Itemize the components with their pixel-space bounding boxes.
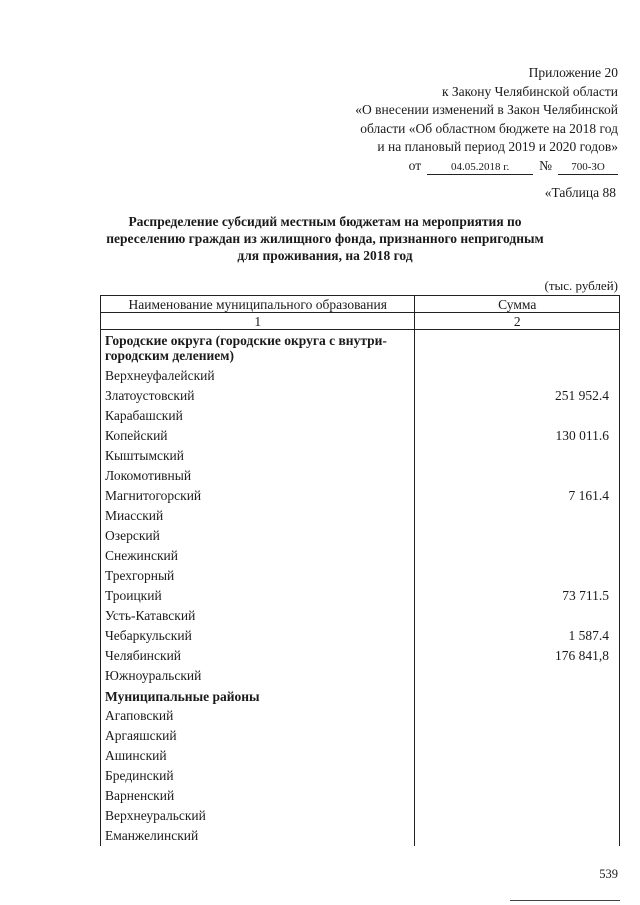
subsidy-sum: [415, 446, 620, 466]
table-row: [101, 726, 620, 746]
table-row: [101, 646, 620, 666]
municipality-name: Карабашский: [101, 406, 415, 426]
table-label: «Таблица 88: [544, 185, 616, 200]
municipality-name: Трехгорный: [101, 566, 415, 586]
table-colnum-row: [101, 313, 620, 330]
municipality-name: Копейский: [101, 426, 415, 446]
subsidy-table: [100, 295, 620, 846]
table-row: [101, 826, 620, 846]
subsidy-sum: [415, 806, 620, 826]
table-row: [101, 806, 620, 826]
table-row: [101, 666, 620, 686]
subsidy-sum: 251 952.4: [415, 386, 620, 406]
page-number: 539: [599, 867, 618, 881]
annex-line: к Закону Челябинской области: [441, 83, 618, 99]
units-label: (тыс. рублей): [544, 278, 618, 293]
municipality-name: Магнитогорский: [101, 486, 415, 506]
municipality-name: Озерский: [101, 526, 415, 546]
subsidy-sum: [415, 546, 620, 566]
table-row: [101, 466, 620, 486]
municipality-name: Златоустовский: [101, 386, 415, 406]
municipality-name: Усть-Катавский: [101, 606, 415, 626]
municipality-name: Аргаяшский: [101, 726, 415, 746]
subsidy-sum: [415, 566, 620, 586]
municipality-name: Варненский: [101, 786, 415, 806]
column-header-name: Наименование муниципального образования: [101, 296, 415, 313]
municipality-name: Троицкий: [101, 586, 415, 606]
table-row: [101, 626, 620, 646]
municipality-name: Челябинский: [101, 646, 415, 666]
subsidy-sum: [415, 330, 620, 367]
column-number-1: 1: [101, 313, 415, 330]
table-row: [101, 586, 620, 606]
table-row: [101, 506, 620, 526]
subsidy-sum: [415, 466, 620, 486]
annex-line: области «Об областном бюджете на 2018 год: [360, 120, 618, 136]
annex-line: и на плановый период 2019 и 2020 годов»: [377, 139, 618, 154]
footer-rule: [510, 900, 620, 901]
table-row: [101, 486, 620, 506]
table-row: [101, 786, 620, 806]
subsidy-sum: 176 841,8: [415, 646, 620, 666]
annex-line: «О внесении изменений в Закон Челябинской: [355, 102, 618, 117]
law-date-number: [355, 157, 618, 176]
table-group-row: [101, 686, 620, 706]
municipality-name: Агаповский: [101, 706, 415, 726]
table-row: [101, 526, 620, 546]
subsidy-sum: 73 711.5: [415, 586, 620, 606]
subsidy-sum: [415, 526, 620, 546]
from-label: от: [408, 157, 422, 173]
municipality-name: Южноуральский: [101, 666, 415, 686]
subsidy-sum: 7 161.4: [415, 486, 620, 506]
municipality-name: Кыштымский: [101, 446, 415, 466]
municipality-name: Локомотивный: [101, 466, 415, 486]
municipality-name: Брединский: [101, 766, 415, 786]
subsidy-sum: [415, 706, 620, 726]
subsidy-sum: [415, 366, 620, 386]
table-row: [101, 566, 620, 586]
table-row: [101, 446, 620, 466]
subsidy-sum: [415, 686, 620, 706]
table-header-row: [101, 296, 620, 313]
table-group-row: [101, 330, 620, 367]
table-row: [101, 426, 620, 446]
subsidy-sum: [415, 606, 620, 626]
subsidy-sum: [415, 406, 620, 426]
annex-header: [355, 64, 618, 175]
table-row: [101, 746, 620, 766]
table-row: [101, 386, 620, 406]
annex-line: Приложение 20: [528, 65, 618, 80]
document-title: Распределение субсидий местным бюджетам на мероприятия по переселению граждан из жилищного фонда, признанного непригодным для проживания, на 2018 год: [106, 214, 544, 263]
law-date: 04.05.2018 г.: [427, 160, 533, 175]
law-number: 700-ЗО: [558, 160, 618, 175]
subsidy-sum: 1 587.4: [415, 626, 620, 646]
table-row: [101, 706, 620, 726]
municipality-name: Снежинский: [101, 546, 415, 566]
subsidy-sum: [415, 726, 620, 746]
table-row: [101, 766, 620, 786]
municipality-name: Городские округа (городские округа с внутри-городским делением): [101, 330, 415, 367]
table-row: [101, 406, 620, 426]
municipality-name: Верхнеуральский: [101, 806, 415, 826]
subsidy-sum: [415, 826, 620, 846]
municipality-name: Верхнеуфалейский: [101, 366, 415, 386]
column-number-2: 2: [415, 313, 620, 330]
subsidy-sum: 130 011.6: [415, 426, 620, 446]
subsidy-sum: [415, 506, 620, 526]
municipality-name: Миасский: [101, 506, 415, 526]
subsidy-sum: [415, 786, 620, 806]
table-row: [101, 366, 620, 386]
number-label: №: [539, 157, 552, 173]
municipality-name: Муниципальные районы: [101, 686, 415, 706]
subsidy-sum: [415, 766, 620, 786]
column-header-sum: Сумма: [415, 296, 620, 313]
municipality-name: Чебаркульский: [101, 626, 415, 646]
subsidy-sum: [415, 746, 620, 766]
table-row: [101, 546, 620, 566]
subsidy-sum: [415, 666, 620, 686]
table-row: [101, 606, 620, 626]
municipality-name: Ашинский: [101, 746, 415, 766]
municipality-name: Еманжелинский: [101, 826, 415, 846]
